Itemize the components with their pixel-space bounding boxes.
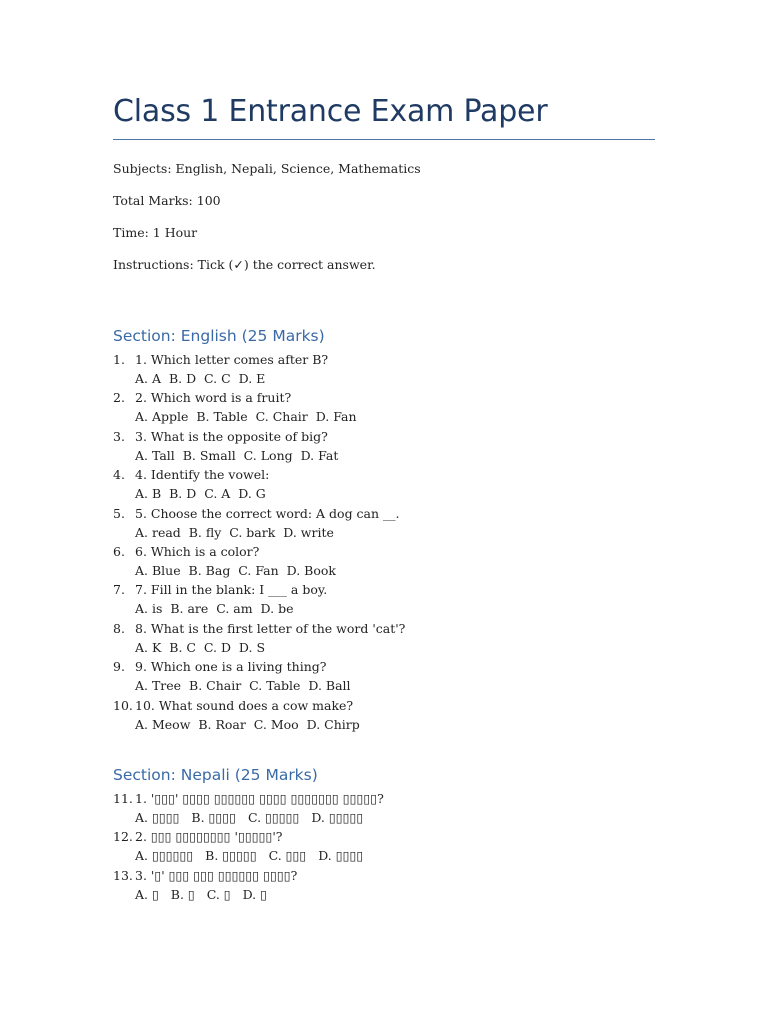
answer-options: A. ▯▯▯▯ B. ▯▯▯▯ C. ▯▯▯▯▯ D. ▯▯▯▯▯ [135,810,364,825]
answer-options: A. is B. are C. am D. be [135,601,294,617]
question-text: 6. Which is a color? [135,543,260,559]
question-number: 2. [113,390,125,406]
answer-options: A. Meow B. Roar C. Moo D. Chirp [135,716,360,732]
answer-options: A. B B. D C. A D. G [135,486,266,502]
question-text: 2. ▯▯▯ ▯▯▯▯▯▯▯▯ '▯▯▯▯▯'? [135,829,283,845]
question-number: 13. [113,867,133,883]
instructions-line: Instructions: Tick (✓) the correct answer. [113,257,376,272]
question-text: 8. What is the first letter of the word 'cat'? [135,620,406,636]
question-number: 5. [113,505,125,521]
answer-options: A. A B. D C. C D. E [135,371,266,386]
question-number: 3. [113,428,125,444]
question-text: 1. Which letter comes after B? [135,352,329,367]
total-marks-line: Total Marks: 100 [113,193,221,208]
question-number: 12. [113,829,133,845]
question-number: 6. [113,543,125,559]
answer-options: A. Blue B. Bag C. Fan D. Book [135,562,336,578]
answer-options: A. Apple B. Table C. Chair D. Fan [135,409,357,425]
question-text: 3. '▯' ▯▯▯ ▯▯▯ ▯▯▯▯▯▯ ▯▯▯▯? [135,867,298,883]
answer-options: A. Tall B. Small C. Long D. Fat [135,447,339,463]
question-text: 4. Identify the vowel: [135,467,270,483]
question-number: 1. [113,352,125,367]
section-heading-nepali: Section: Nepali (25 Marks) [113,766,318,784]
question-number: 7. [113,582,125,598]
question-number: 9. [113,659,125,675]
question-number: 10. [113,697,133,713]
section-heading-english: Section: English (25 Marks) [113,327,325,345]
subjects-line: Subjects: English, Nepali, Science, Mathematics [113,161,421,176]
title-underline [113,139,655,140]
answer-options: A. ▯ B. ▯ C. ▯ D. ▯ [135,886,267,902]
question-number: 4. [113,467,125,483]
question-number: 8. [113,620,125,636]
question-text: 10. What sound does a cow make? [135,697,354,713]
time-line: Time: 1 Hour [113,225,198,240]
answer-options: A. read B. fly C. bark D. write [135,524,334,540]
question-text: 1. '▯▯▯' ▯▯▯▯ ▯▯▯▯▯▯ ▯▯▯▯ ▯▯▯▯▯▯▯ ▯▯▯▯▯? [135,791,384,806]
document-title: Class 1 Entrance Exam Paper [113,94,548,129]
question-number: 11. [113,791,133,806]
answer-options: A. ▯▯▯▯▯▯ B. ▯▯▯▯▯ C. ▯▯▯ D. ▯▯▯▯ [135,848,364,864]
question-text: 5. Choose the correct word: A dog can __. [135,505,400,521]
question-text: 7. Fill in the blank: I ___ a boy. [135,582,328,598]
question-text: 3. What is the opposite of big? [135,428,328,444]
question-text: 9. Which one is a living thing? [135,659,327,675]
answer-options: A. Tree B. Chair C. Table D. Ball [135,678,351,694]
question-text: 2. Which word is a fruit? [135,390,292,406]
answer-options: A. K B. C C. D D. S [135,639,266,655]
